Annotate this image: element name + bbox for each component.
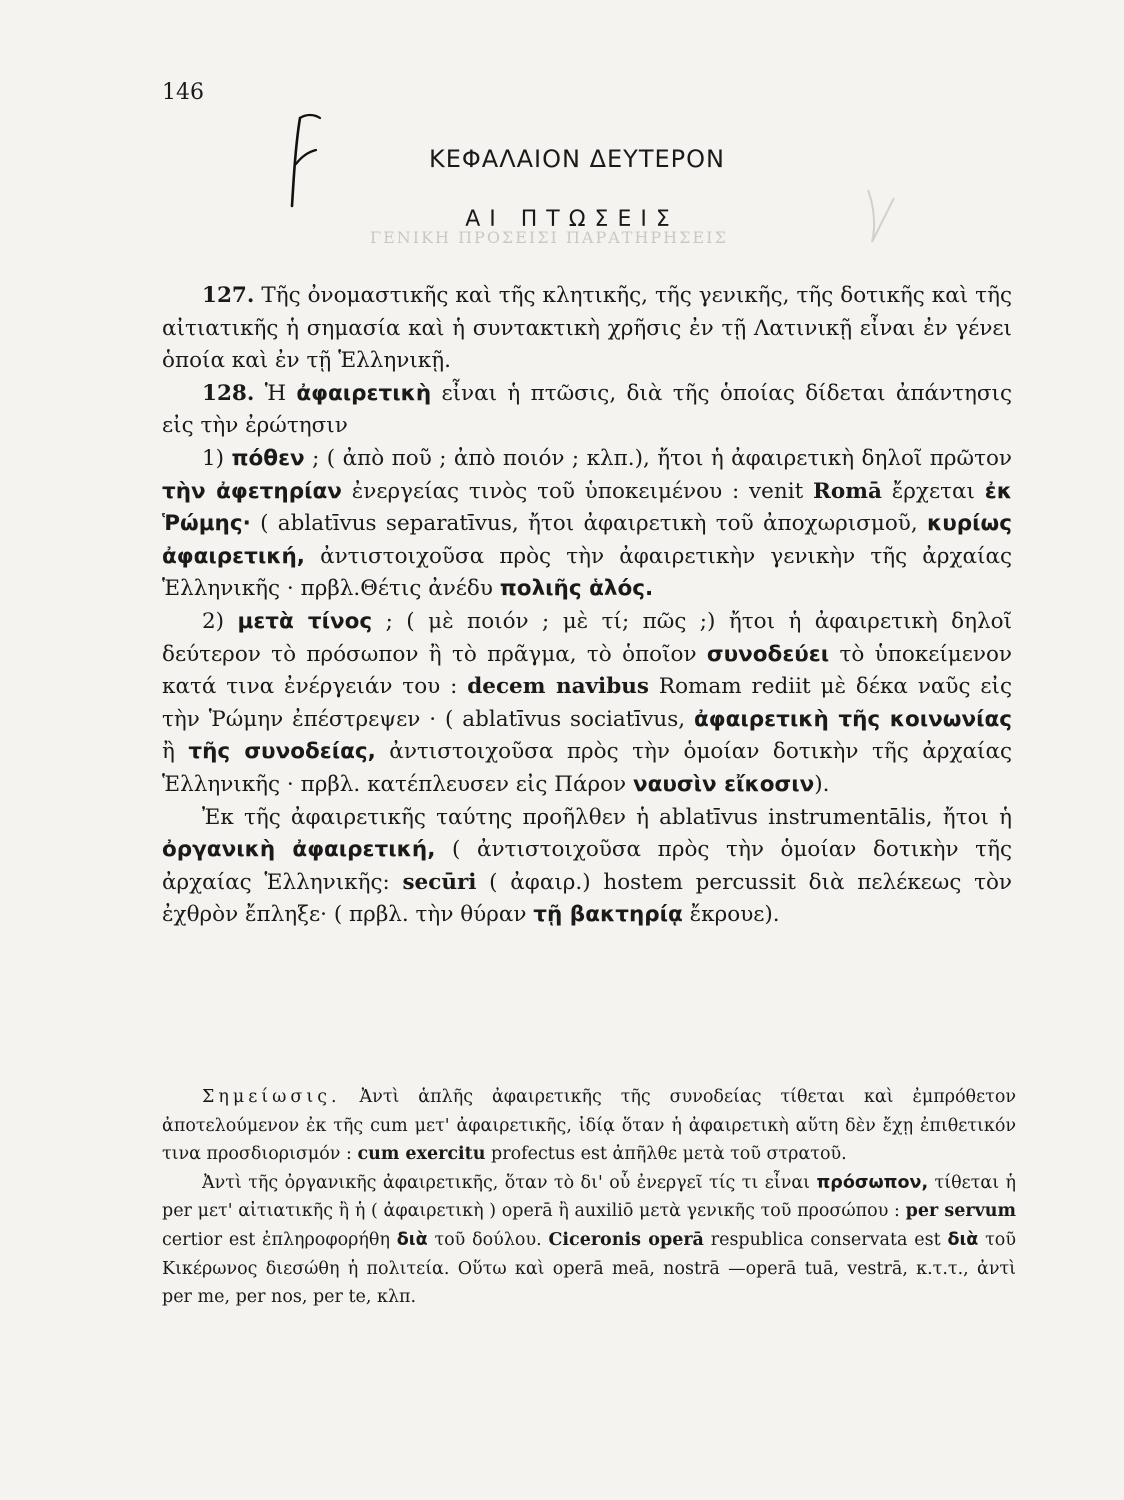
section-title: ΑΙ ΠΤΩΣΕΙΣ: [465, 207, 679, 232]
note-1: [162, 1083, 1016, 1169]
bold-term: μετὰ τίνος: [237, 608, 373, 634]
text-span: ἐνεργείας τινὸς τοῦ ὑποκειμένου : venit: [341, 478, 814, 504]
text-span: certior est ἐπληροφορήθη: [162, 1229, 397, 1250]
bold-term: διὰ: [396, 1229, 428, 1250]
bold-term: συνοδεύει: [706, 641, 830, 667]
bold-term: πολιῆς ἁλός.: [499, 576, 654, 602]
paragraph-127: [162, 280, 1012, 378]
text-span: 2): [202, 608, 238, 634]
text-span: Ἀντὶ ἁπλῆς ἀφαιρετικῆς τῆς συνοδείας τίθεται καὶ ἐμπρόθετον ἀποτελούμενον ἐκ τῆς cum μετ' ἀφαιρετικῆς, ἰδίᾳ ὅταν ἡ ἀφαιρετικὴ αὕτη δὲν ἔχῃ ἐπιθετικόν τινα προσδιορισμόν :: [162, 1087, 1016, 1165]
text-span: ἀντιστοιχοῦσα πρὸς τὴν ὁμοίαν δοτικὴν τῆς ἀρχαίας Ἑλληνικῆς · πρβλ. κατέπλευσεν εἰς Πάρον: [162, 739, 1013, 797]
text-span: ἔρχεται: [881, 478, 985, 504]
bold-term: πόθεν: [231, 445, 305, 471]
notes-section: [162, 1083, 1016, 1312]
text-span: τοῦ Κικέρωνος διεσώθη ἡ πολιτεία. Οὕτω καὶ operā meā, nostrā —operā tuā, vestrā, κ.τ.τ., ἀντὶ per me, per nos, per te, κλπ.: [162, 1229, 1016, 1308]
text-span: ἢ: [162, 739, 189, 765]
bold-term: τῆς συνοδείας,: [188, 739, 376, 765]
bold-term: πρόσωπον,: [816, 1172, 929, 1193]
text-span: τὸ ὑποκείμενον κατά τινα ἐνέργειάν του :: [162, 641, 1012, 700]
main-text: [162, 280, 1012, 932]
bold-term: διὰ: [947, 1229, 979, 1250]
text-span: εἶναι ἡ πτῶσις, διὰ τῆς ὁποίας δίδεται ἀπάντησις εἰς τὴν ἐρώτησιν: [162, 380, 1012, 439]
bold-term: κυρίως ἀφαιρετική,: [162, 511, 1012, 569]
text-span: ( ἀφαιρ.) hostem percussit διὰ πελέκεως τὸν ἐχθρὸν ἔπληξε· ( πρβλ. τὴν θύραν: [162, 869, 1012, 928]
bold-term: decem navibus: [467, 674, 649, 700]
bold-term: ἐκ Ῥώμης·: [162, 478, 1012, 537]
item-2: [162, 606, 1012, 802]
text-span: ( ablatīvus separatīvus, ἤτοι ἀφαιρετικὴ τοῦ ἀποχωρισμοῦ,: [250, 511, 927, 537]
text-span: respublica conservata est: [703, 1229, 948, 1250]
item-1: [162, 443, 1012, 606]
bold-term: ἀφαιρετικὴ τῆς κοινωνίας: [694, 706, 1012, 732]
text-span: 1): [202, 445, 232, 471]
text-span: ἔκρουε).: [682, 902, 780, 928]
bold-term: ἀφαιρετικὴ: [296, 380, 432, 406]
text-span: profectus est ἀπῆλθε μετὰ τοῦ στρατοῦ.: [485, 1144, 847, 1165]
paragraph-number: 127.: [202, 283, 255, 308]
bold-term: Romā: [813, 478, 882, 504]
text-span: Romam rediit μὲ δέκα ναῦς εἰς τὴν Ῥώμην ἐπέστρεψεν · ( ablatīvus sociatīvus,: [162, 674, 1013, 732]
bold-term: τῇ βακτηρίᾳ: [533, 902, 683, 928]
bold-term: ὀργανικὴ ἀφαιρετική,: [162, 837, 436, 863]
text-span: τίθεται ἡ per μετ' αἰτιατικῆς ἢ ἡ ( ἀφαιρετικὴ ) operā ἢ auxiliō μετὰ γενικῆς τοῦ προσώπου :: [162, 1172, 1016, 1222]
text-span: ; ( μὲ ποιόν ; μὲ τί; πῶς ;) ἤτοι ἡ ἀφαιρετικὴ δηλοῖ δεύτερον τὸ πρόσωπον ἢ τὸ πρᾶγμα, τὸ ὁποῖον: [162, 608, 1012, 667]
text-span: ; ( ἀπὸ ποῦ ; ἀπὸ ποιόν ; κλπ.), ἤτοι ἡ ἀφαιρετικὴ δηλοῖ πρῶτον: [304, 445, 1012, 471]
note-2: [162, 1169, 1016, 1312]
bold-term: cum exercitu: [357, 1144, 486, 1165]
text-span: ἀντιστοιχοῦσα πρὸς τὴν ἀφαιρετικὴν γενικὴν τῆς ἀρχαίας Ἑλληνικῆς · πρβλ.Θέτις ἀνέδυ: [162, 543, 1012, 602]
text-span: ( ἀντιστοιχοῦσα πρὸς τὴν ὁμοίαν δοτικὴν τῆς ἀρχαίας Ἑλληνικῆς:: [162, 837, 1012, 895]
paragraph-number: 128.: [202, 380, 255, 406]
instrumental-paragraph: [162, 802, 1012, 932]
text-span: τοῦ δούλου.: [427, 1229, 549, 1250]
bleed-through-text: ΓΕΝΙΚΗ ΠΡΟΣΕΙΣΙ ΠΑΡΑΤΗΡΗΣΕΙΣ: [370, 228, 728, 247]
bold-term: τὴν ἀφετηρίαν: [162, 478, 342, 504]
bold-term: per servum: [905, 1201, 1016, 1222]
bold-term: Ciceronis operā: [548, 1229, 704, 1250]
chapter-title: ΚΕΦΑΛΑΙΟΝ ΔΕΥΤΕΡΟΝ: [429, 145, 725, 173]
page-number: 146: [162, 80, 204, 105]
text-span: Ἀντὶ τῆς ὀργανικῆς ἀφαιρετικῆς, ὅταν τὸ δι' οὗ ἐνεργεῖ τίς τι εἶναι: [202, 1172, 817, 1193]
paragraph-128: [162, 378, 1012, 443]
bold-term: ναυσὶν εἴκοσιν: [632, 771, 815, 797]
text-span: ).: [814, 771, 830, 797]
text-span: Ἡ: [254, 380, 297, 406]
paragraph-text: Τῆς ὀνομαστικῆς καὶ τῆς κλητικῆς, τῆς γενικῆς, τῆς δοτικῆς καὶ τῆς αἰτιατικῆς ἡ σημασία καὶ ἡ συντακτικὴ χρῆσις ἐν τῇ Λατινικῇ εἶναι ἐν γένει ὁποία καὶ ἐν τῇ Ἑλληνικῇ.: [162, 283, 1012, 374]
bold-term: secūri: [402, 869, 477, 895]
note-label: Σημείωσις.: [202, 1087, 341, 1107]
text-span: Ἐκ τῆς ἀφαιρετικῆς ταύτης προῆλθεν ἡ ablatīvus instrumentālis, ἤτοι ἡ: [202, 804, 1012, 830]
